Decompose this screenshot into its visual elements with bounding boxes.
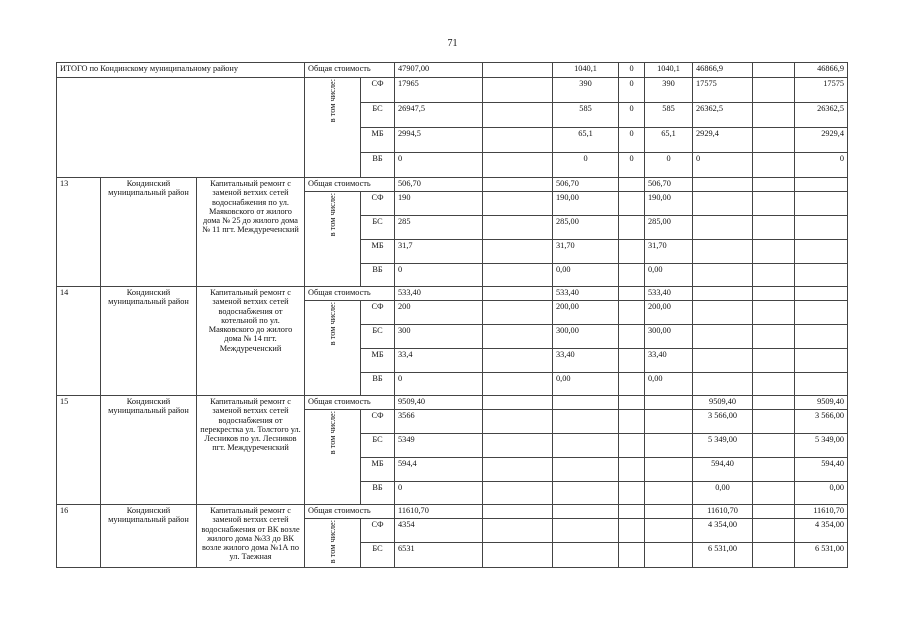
fund-code: СФ (361, 192, 395, 216)
district: Кондинский муниципальный район (101, 178, 197, 287)
table-cell: 0,00 (693, 482, 753, 505)
page-number: 71 (447, 38, 458, 49)
table-cell (305, 519, 361, 568)
table-cell (483, 128, 553, 153)
table-cell (305, 301, 361, 396)
fund-code: БС (361, 216, 395, 240)
project-description: Капитальный ремонт с заменой ветхих сетей водоснабжения от ВК возле жилого дома №33 до ВК возле жилого дома №1А по ул. Таежная (197, 505, 305, 568)
table-cell (753, 128, 795, 153)
table-cell (483, 216, 553, 240)
table-cell (305, 78, 361, 178)
table-cell: 0,00 (795, 482, 848, 505)
table-row (57, 78, 848, 103)
budget-table (56, 62, 848, 568)
table-cell (753, 301, 795, 325)
table-cell (795, 178, 848, 192)
table-cell (619, 543, 645, 567)
project-cost: 506,70 (395, 178, 483, 192)
table-cell (693, 192, 753, 216)
table-cell: 33,40 (553, 349, 619, 373)
table-cell (483, 396, 553, 410)
table-cell (645, 519, 693, 543)
table-cell (693, 349, 753, 373)
project-cost: 11610,70 (395, 505, 483, 519)
table-cell (483, 78, 553, 103)
table-cell: 0,00 (553, 373, 619, 396)
table-cell: 533,40 (645, 287, 693, 301)
table-cell (483, 240, 553, 264)
project-cost: 533,40 (395, 287, 483, 301)
table-cell: 2929,4 (693, 128, 753, 153)
fund-code: МБ (361, 128, 395, 153)
table-cell: 6 531,00 (795, 543, 848, 567)
table-cell (619, 396, 645, 410)
table-cell (795, 287, 848, 301)
table-cell (553, 482, 619, 505)
fund-code: БС (361, 434, 395, 458)
table-cell (483, 153, 553, 178)
total-title: ИТОГО по Кондинскому муниципальному району (57, 63, 305, 78)
table-cell (753, 264, 795, 287)
table-cell: 0 (553, 153, 619, 178)
table-cell: 585 (645, 103, 693, 128)
table-cell (483, 63, 553, 78)
table-cell (753, 78, 795, 103)
table-cell (645, 434, 693, 458)
table-cell (483, 505, 553, 519)
fund-code: ВБ (361, 482, 395, 505)
fund-code: СФ (361, 410, 395, 434)
table-cell (619, 373, 645, 396)
table-cell (795, 264, 848, 287)
table-cell (305, 410, 361, 505)
table-cell: 200 (395, 301, 483, 325)
table-cell (693, 240, 753, 264)
table-cell: 9509,40 (795, 396, 848, 410)
table-cell: 46866,9 (693, 63, 753, 78)
table-cell: 200,00 (553, 301, 619, 325)
table-cell (483, 178, 553, 192)
table-cell (553, 396, 619, 410)
table-cell (483, 192, 553, 216)
table-cell (619, 287, 645, 301)
table-cell (753, 63, 795, 78)
vertical-label: в том числе: (327, 79, 337, 123)
table-cell: 26947,5 (395, 103, 483, 128)
table-cell (619, 301, 645, 325)
table-cell: 9509,40 (693, 396, 753, 410)
table-cell (753, 434, 795, 458)
table-cell: 17575 (795, 78, 848, 103)
table-cell (753, 287, 795, 301)
table-cell (483, 519, 553, 543)
table-cell: 594,40 (693, 458, 753, 482)
fund-code: ВБ (361, 153, 395, 178)
table-row (57, 63, 848, 78)
table-cell (645, 410, 693, 434)
district: Кондинский муниципальный район (101, 287, 197, 396)
fund-code: ВБ (361, 373, 395, 396)
fund-code: МБ (361, 240, 395, 264)
table-cell (693, 325, 753, 349)
table-cell: 2929,4 (795, 128, 848, 153)
table-cell: 3 566,00 (795, 410, 848, 434)
table-cell (619, 458, 645, 482)
cost-label: Общая стоимость (305, 505, 395, 519)
table-cell: 0 (619, 153, 645, 178)
cost-label: Общая стоимость (305, 396, 395, 410)
table-cell: 3566 (395, 410, 483, 434)
table-cell: 285,00 (553, 216, 619, 240)
table-cell: 4354 (395, 519, 483, 543)
table-cell: 65,1 (553, 128, 619, 153)
table-cell (553, 434, 619, 458)
table-cell: 0 (619, 128, 645, 153)
table-cell: 0 (795, 153, 848, 178)
table-cell: 506,70 (645, 178, 693, 192)
table-row (57, 287, 848, 301)
table-cell: 390 (553, 78, 619, 103)
table-cell (619, 482, 645, 505)
table-cell: 0 (395, 373, 483, 396)
table-cell: 390 (645, 78, 693, 103)
table-cell: 300,00 (645, 325, 693, 349)
table-cell (753, 482, 795, 505)
vertical-label: в том числе: (327, 193, 337, 237)
table-cell: 300 (395, 325, 483, 349)
table-cell: 4 354,00 (693, 519, 753, 543)
table-cell: 17965 (395, 78, 483, 103)
table-cell (753, 410, 795, 434)
table-cell: 0 (395, 482, 483, 505)
district: Кондинский муниципальный район (101, 505, 197, 568)
table-cell: 300,00 (553, 325, 619, 349)
table-cell (553, 458, 619, 482)
vertical-label: в том числе: (327, 302, 337, 346)
table-cell (619, 325, 645, 349)
table-cell (645, 396, 693, 410)
table-cell (795, 301, 848, 325)
table-cell: 2994,5 (395, 128, 483, 153)
table-cell: 5349 (395, 434, 483, 458)
table-cell: 6531 (395, 543, 483, 567)
row-number: 14 (57, 287, 101, 396)
table-cell: 533,40 (553, 287, 619, 301)
table-cell: 0 (645, 153, 693, 178)
fund-code: СФ (361, 301, 395, 325)
table-cell (553, 410, 619, 434)
row-number: 15 (57, 396, 101, 505)
table-cell: 594,4 (395, 458, 483, 482)
table-cell (753, 178, 795, 192)
table-cell (483, 325, 553, 349)
table-cell (795, 192, 848, 216)
table-cell (753, 103, 795, 128)
vertical-label: в том числе: (327, 411, 337, 455)
table-cell: 585 (553, 103, 619, 128)
table-cell: 200,00 (645, 301, 693, 325)
table-cell (483, 434, 553, 458)
row-number: 16 (57, 505, 101, 568)
table-cell (795, 349, 848, 373)
table-cell: 0 (619, 63, 645, 78)
table-cell (619, 410, 645, 434)
table-cell: 0 (395, 264, 483, 287)
table-cell (645, 505, 693, 519)
table-row (57, 396, 848, 410)
table-cell (483, 103, 553, 128)
table-cell: 5 349,00 (693, 434, 753, 458)
table-cell: 1040,1 (645, 63, 693, 78)
district: Кондинский муниципальный район (101, 396, 197, 505)
table-cell: 26362,5 (795, 103, 848, 128)
table-cell (795, 373, 848, 396)
table-cell (619, 505, 645, 519)
project-cost: 9509,40 (395, 396, 483, 410)
table-cell: 594,40 (795, 458, 848, 482)
project-description: Капитальный ремонт с заменой ветхих сетей водоснабжения по ул. Маяковского от жилого дома № 25 до жилого дома № 11 пгт. Междуреченский (197, 178, 305, 287)
table-cell: 0,00 (553, 264, 619, 287)
cost-label: Общая стоимость (305, 63, 395, 78)
table-cell: 6 531,00 (693, 543, 753, 567)
table-cell (753, 396, 795, 410)
table-cell (483, 482, 553, 505)
table-cell: 3 566,00 (693, 410, 753, 434)
table-cell: 190 (395, 192, 483, 216)
table-cell (619, 434, 645, 458)
vertical-label: в том числе: (327, 520, 337, 564)
table-cell (645, 482, 693, 505)
table-cell: 33,40 (645, 349, 693, 373)
table-cell: 0,00 (645, 264, 693, 287)
table-cell (483, 373, 553, 396)
table-cell: 0 (395, 153, 483, 178)
table-cell: 11610,70 (693, 505, 753, 519)
fund-code: ВБ (361, 264, 395, 287)
row-number: 13 (57, 178, 101, 287)
table-cell: 506,70 (553, 178, 619, 192)
table-cell: 0 (619, 103, 645, 128)
table-cell (645, 458, 693, 482)
table-cell: 26362,5 (693, 103, 753, 128)
table-cell (619, 240, 645, 264)
table-cell (645, 543, 693, 567)
blank-cell (57, 78, 305, 178)
fund-code: МБ (361, 349, 395, 373)
table-cell: 190,00 (553, 192, 619, 216)
table-cell (753, 216, 795, 240)
table-cell (753, 543, 795, 567)
table-cell (619, 192, 645, 216)
table-cell (795, 240, 848, 264)
table-cell (753, 240, 795, 264)
table-cell: 17575 (693, 78, 753, 103)
table-cell (753, 153, 795, 178)
project-description: Капитальный ремонт с заменой ветхих сетей водоснабжения от перекрестка ул. Толстого ул. Лесников по ул. Лесников пгт. Междуреченский (197, 396, 305, 505)
table-cell (483, 543, 553, 567)
table-cell (483, 410, 553, 434)
table-cell (483, 349, 553, 373)
table-cell: 0,00 (645, 373, 693, 396)
table-cell: 190,00 (645, 192, 693, 216)
table-cell (483, 287, 553, 301)
fund-code: СФ (361, 519, 395, 543)
table-cell (553, 519, 619, 543)
table-cell (753, 349, 795, 373)
table-cell: 46866,9 (795, 63, 848, 78)
table-cell (753, 505, 795, 519)
table-cell: 1040,1 (553, 63, 619, 78)
table-cell (693, 216, 753, 240)
table-cell (693, 373, 753, 396)
cost-label: Общая стоимость (305, 178, 395, 192)
fund-code: МБ (361, 458, 395, 482)
table-cell (483, 458, 553, 482)
table-cell (753, 519, 795, 543)
table-cell (753, 458, 795, 482)
table-row (57, 178, 848, 192)
fund-code: БС (361, 103, 395, 128)
table-cell (553, 543, 619, 567)
fund-code: БС (361, 325, 395, 349)
table-cell: 11610,70 (795, 505, 848, 519)
table-cell (483, 264, 553, 287)
table-cell: 31,70 (553, 240, 619, 264)
table-cell: 4 354,00 (795, 519, 848, 543)
table-cell (619, 349, 645, 373)
table-cell (795, 216, 848, 240)
cost-label: Общая стоимость (305, 287, 395, 301)
table-cell: 285,00 (645, 216, 693, 240)
table-cell (483, 301, 553, 325)
table-cell (619, 178, 645, 192)
table-cell (753, 373, 795, 396)
table-cell (795, 325, 848, 349)
table-cell: 31,70 (645, 240, 693, 264)
fund-code: БС (361, 543, 395, 567)
table-cell (753, 192, 795, 216)
table-cell (693, 301, 753, 325)
table-cell: 5 349,00 (795, 434, 848, 458)
table-cell: 65,1 (645, 128, 693, 153)
table-cell: 31,7 (395, 240, 483, 264)
table-cell: 0 (693, 153, 753, 178)
table-cell (693, 178, 753, 192)
fund-code: СФ (361, 78, 395, 103)
table-cell: 0 (619, 78, 645, 103)
table-cell (753, 325, 795, 349)
table-cell (693, 264, 753, 287)
table-cell (619, 264, 645, 287)
table-cell (619, 519, 645, 543)
total-cost: 47907,00 (395, 63, 483, 78)
table-cell: 33,4 (395, 349, 483, 373)
project-description: Капитальный ремонт с заменой ветхих сетей водоснабжения от котельной по ул. Маяковского до жилого дома № 14 пгт. Междуреченский (197, 287, 305, 396)
table-cell: 285 (395, 216, 483, 240)
table-cell (619, 216, 645, 240)
table-cell (305, 192, 361, 287)
table-cell (553, 505, 619, 519)
table-row (57, 505, 848, 519)
table-cell (693, 287, 753, 301)
